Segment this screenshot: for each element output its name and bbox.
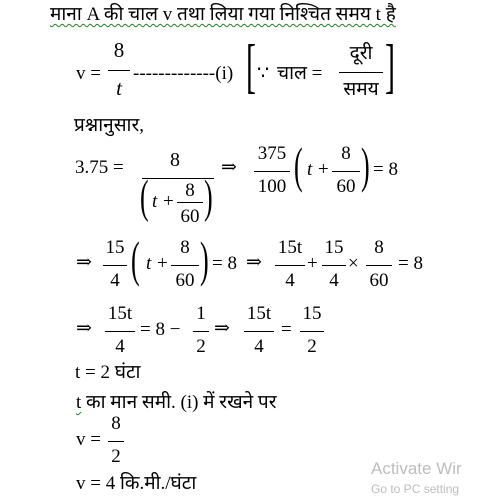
activation-watermark-title: Activate Wir xyxy=(371,459,462,478)
final-speed: v = 4 कि.मी./घंटा xyxy=(76,473,197,494)
right-bracket: ] xyxy=(385,34,395,100)
left-bracket: [ xyxy=(246,34,256,100)
den-frac-den: 60 xyxy=(180,206,200,227)
frac-den: 4 xyxy=(329,270,339,291)
frac-num: 15t xyxy=(246,303,272,324)
frac-den: 60 xyxy=(369,270,389,291)
left-paren: ( xyxy=(294,138,303,194)
left-paren: ( xyxy=(131,232,140,288)
statement-text: माना A की चाल v तथा लिया गया निश्चित समय t है xyxy=(50,4,396,25)
eq4-fraction-15-2 xyxy=(300,304,324,360)
implies-arrow: ⇒ xyxy=(76,318,92,339)
eq5-lhs: v = xyxy=(76,429,101,450)
implies-arrow: ⇒ xyxy=(214,318,230,339)
paren-fraction xyxy=(332,144,360,200)
den-frac-num: 8 xyxy=(185,180,195,201)
frac-num: 8 xyxy=(180,237,190,258)
frac-den: 4 xyxy=(285,270,295,291)
paren-t: t xyxy=(307,159,313,180)
eq2-den-t: t xyxy=(152,191,158,212)
paren-plus: + xyxy=(318,159,329,180)
because-symbol: ∵ xyxy=(257,63,270,84)
eq2-lhs: 3.75 = xyxy=(75,157,124,178)
fraction-bar xyxy=(254,171,290,172)
eq3-fraction-15-4 xyxy=(103,238,127,294)
fraction-bar xyxy=(103,265,127,266)
eq1-word: चाल = xyxy=(277,63,323,84)
eq1-speed-fraction xyxy=(339,44,383,102)
statement-line xyxy=(50,5,396,24)
frac-num: 15 xyxy=(324,237,344,258)
fraction-bar xyxy=(108,70,130,71)
fraction-bar xyxy=(339,72,383,73)
eq1-num: 8 xyxy=(113,38,125,62)
eq4-fraction-15t-4b xyxy=(244,304,274,360)
implies-arrow: ⇒ xyxy=(246,252,262,273)
eq2-rhs: = 8 xyxy=(373,159,398,180)
eq2-fraction-375 xyxy=(254,144,290,200)
eq3-fraction-8-60 xyxy=(366,238,392,294)
according-to-question: प्रश्नानुसार, xyxy=(74,115,144,136)
frac-den: 4 xyxy=(115,336,125,357)
frac-num: 15t xyxy=(277,237,303,258)
right-paren: ) xyxy=(200,232,209,288)
paren-plus: + xyxy=(157,253,168,274)
eq2-den-plus: + xyxy=(163,191,174,212)
eq4-equals-8-minus: = 8 − xyxy=(140,319,181,340)
eq1-fraction xyxy=(108,40,130,102)
eq1-den: t xyxy=(116,76,122,100)
frac-den: 4 xyxy=(110,270,120,291)
frac-den: 60 xyxy=(336,176,356,197)
eq1-dashes: -------------(i) xyxy=(133,63,234,84)
result-time: t = 2 घंटा xyxy=(75,362,141,383)
frac-den: 2 xyxy=(307,336,317,357)
eq4-fraction-15t-4 xyxy=(105,304,135,360)
fraction-bar xyxy=(108,441,124,442)
frac-num: 8 xyxy=(111,413,121,434)
frac-num: 375 xyxy=(257,143,287,164)
eq3-rhs: = 8 xyxy=(398,253,423,274)
fraction-bar xyxy=(193,331,209,332)
equals-sign: = xyxy=(281,319,292,340)
eq3-fraction-15-4b xyxy=(322,238,346,294)
activation-watermark-subtitle: Go to PC setting xyxy=(371,482,460,496)
fraction-bar xyxy=(366,265,392,266)
underlined-t: t xyxy=(76,392,82,413)
fraction-bar xyxy=(177,202,203,203)
paren-fraction xyxy=(171,238,199,294)
right-paren: ) xyxy=(204,170,213,223)
implies-arrow: ⇒ xyxy=(76,252,92,273)
eq2-num: 8 xyxy=(170,149,180,171)
fraction-bar xyxy=(171,265,199,266)
frac-den: 2 xyxy=(196,336,206,357)
substitution-line xyxy=(76,393,276,412)
fraction-bar xyxy=(244,331,274,332)
eq5-fraction xyxy=(108,414,124,470)
right-paren: ) xyxy=(361,138,370,194)
frac-den: 2 xyxy=(111,446,121,467)
fraction-bar xyxy=(105,331,135,332)
frac-num: 15 xyxy=(105,237,125,258)
substitution-text: का मान समी. (i) में रखने पर xyxy=(86,392,277,413)
fraction-bar xyxy=(300,331,324,332)
times-sign: × xyxy=(348,253,359,274)
frac-num: 15 xyxy=(302,303,322,324)
frac-den: 100 xyxy=(257,176,287,197)
frac-den: 4 xyxy=(254,336,264,357)
speed-frac-num: दूरी xyxy=(349,43,373,64)
fraction-bar xyxy=(322,265,346,266)
speed-frac-den: समय xyxy=(343,79,379,100)
plus-sign: + xyxy=(307,253,318,274)
frac-num: 8 xyxy=(374,237,384,258)
eq2-den-fraction xyxy=(177,181,203,227)
eq3-equals-8: = 8 xyxy=(212,253,237,274)
left-paren: ( xyxy=(140,170,149,223)
eq1-lhs: v = xyxy=(76,63,101,84)
eq3-fraction-15t-4 xyxy=(275,238,305,294)
frac-num: 8 xyxy=(341,143,351,164)
fraction-bar xyxy=(332,171,360,172)
frac-den: 60 xyxy=(175,270,195,291)
frac-num: 15t xyxy=(107,303,133,324)
paren-t: t xyxy=(146,253,152,274)
eq4-fraction-1-2 xyxy=(193,304,209,360)
fraction-bar xyxy=(275,265,305,266)
implies-arrow: ⇒ xyxy=(221,157,237,178)
frac-num: 1 xyxy=(196,303,206,324)
